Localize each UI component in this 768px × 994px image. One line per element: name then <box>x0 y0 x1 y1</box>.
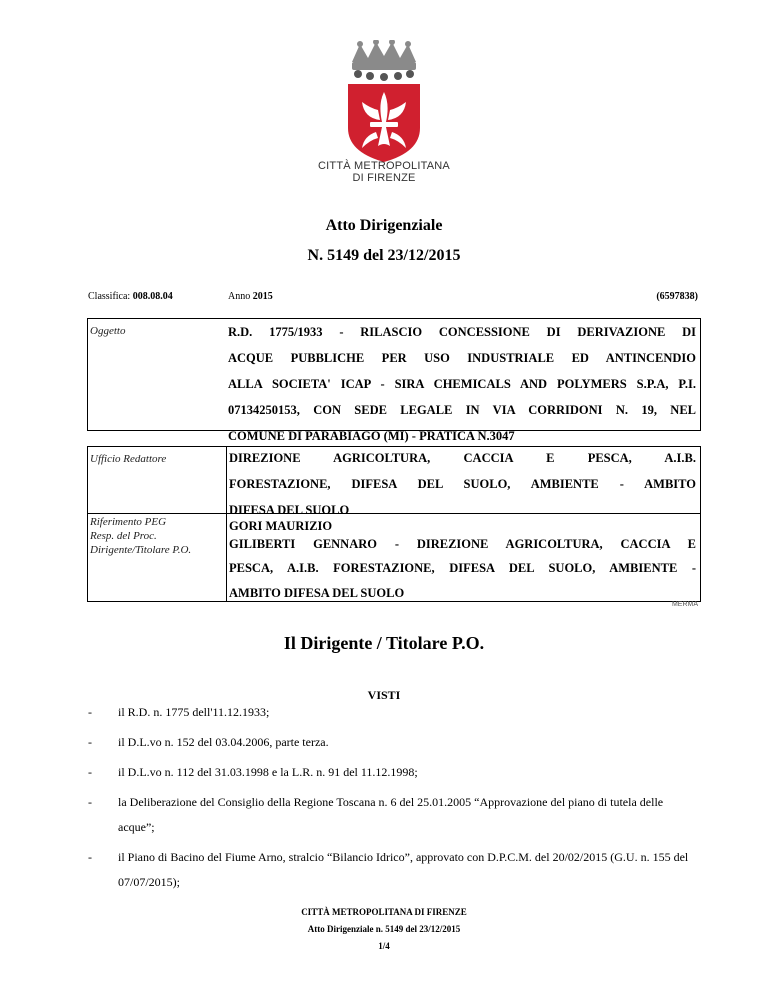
dash-bullet: - <box>88 735 92 749</box>
dash-bullet: - <box>88 850 92 864</box>
dirigente-line: PESCA, A.I.B. FORESTAZIONE, DIFESA DEL SUOLO, AMBIENTE - <box>229 561 696 575</box>
ufficio-box <box>87 446 701 602</box>
list-item <box>88 845 698 895</box>
dash-bullet: - <box>88 705 92 719</box>
classifica-value: 008.08.04 <box>132 291 173 302</box>
org-name-line2: DI FIRENZE <box>352 172 416 184</box>
operator-code: MERMA <box>671 601 698 608</box>
list-item-text: il D.L.vo n. 112 del 31.03.1998 e la L.R. n. 91 del 11.12.1998; <box>118 765 418 779</box>
list-item-text: il D.L.vo n. 152 del 03.04.2006, parte terza. <box>118 735 329 749</box>
footer-org: CITTÀ METROPOLITANA DI FIRENZE <box>301 907 467 917</box>
resp-proc-value: GORI MAURIZIO <box>229 519 333 533</box>
anno <box>228 291 273 302</box>
oggetto-line: COMUNE DI PARABIAGO (MI) - PRATICA N.3047 <box>228 429 515 443</box>
org-name-line1: CITTÀ METROPOLITANA <box>318 160 450 172</box>
ufficio-label: Ufficio Redattore <box>90 453 167 465</box>
peg-label: Riferimento PEG <box>90 516 167 528</box>
anno-value: 2015 <box>252 291 273 302</box>
resp-proc-label: Resp. del Proc. <box>90 530 157 542</box>
ufficio-line: FORESTAZIONE, DIFESA DEL SUOLO, AMBIENTE - AMBITO <box>229 477 696 491</box>
oggetto-line: ACQUE PUBBLICHE PER USO INDUSTRIALE ED ANTINCENDIO <box>228 351 696 365</box>
dash-bullet: - <box>88 795 92 809</box>
protocol-number: (6597838) <box>656 291 698 302</box>
dirigente-line: AMBITO DIFESA DEL SUOLO <box>229 586 405 600</box>
classifica-label: Classifica: <box>88 291 131 302</box>
oggetto-line: 07134250153, CON SEDE LEGALE IN VIA CORRIDONI N. 19, NEL <box>228 403 696 417</box>
list-item-text: il Piano di Bacino del Fiume Arno, stralcio “Bilancio Idrico”, approvato con D.P.C.M. del 20/02/2015 (G.U. n. 155 del 07/07/2015); <box>118 850 689 889</box>
footer-ref: Atto Dirigenziale n. 5149 del 23/12/2015 <box>307 924 461 934</box>
column-divider <box>226 447 227 601</box>
ufficio-line: DIREZIONE AGRICOLTURA, CACCIA E PESCA, A.I.B. <box>229 451 696 465</box>
list-item-text: la Deliberazione del Consiglio della Regione Toscana n. 6 del 25.01.2005 “Approvazione del piano di tutela delle acque”; <box>118 795 664 834</box>
ufficio-text <box>229 445 696 523</box>
visti-list <box>88 700 698 895</box>
footer-page: 1/4 <box>378 941 390 951</box>
anno-label: Anno <box>228 291 251 302</box>
document-number-title: N. 5149 del 23/12/2015 <box>307 247 461 264</box>
riferimenti-labels <box>90 515 191 557</box>
oggetto-line: R.D. 1775/1933 - RILASCIO CONCESSIONE DI DERIVAZIONE DI <box>228 325 696 339</box>
visti-heading: VISTI <box>367 688 401 702</box>
section-heading: Il Dirigente / Titolare P.O. <box>283 633 485 653</box>
oggetto-line: ALLA SOCIETA' ICAP - SIRA CHEMICALS AND POLYMERS S.P.A, P.I. <box>228 377 696 391</box>
dirigente-label: Dirigente/Titolare P.O. <box>90 544 192 556</box>
oggetto-label: Oggetto <box>90 325 126 337</box>
list-item <box>88 730 698 755</box>
document-type-title: Atto Dirigenziale <box>325 217 443 234</box>
list-item-text: il R.D. n. 1775 dell'11.12.1933; <box>118 705 270 719</box>
ufficio-line: DIFESA DEL SUOLO <box>229 503 350 517</box>
list-item <box>88 790 698 840</box>
list-item <box>88 760 698 785</box>
dash-bullet: - <box>88 765 92 779</box>
riferimenti-values <box>229 519 696 605</box>
list-item <box>88 700 698 725</box>
oggetto-box <box>87 318 701 443</box>
dirigente-line: GILIBERTI GENNARO - DIREZIONE AGRICOLTURA, CACCIA E <box>229 537 696 551</box>
classifica <box>88 291 173 302</box>
oggetto-text <box>228 319 696 449</box>
